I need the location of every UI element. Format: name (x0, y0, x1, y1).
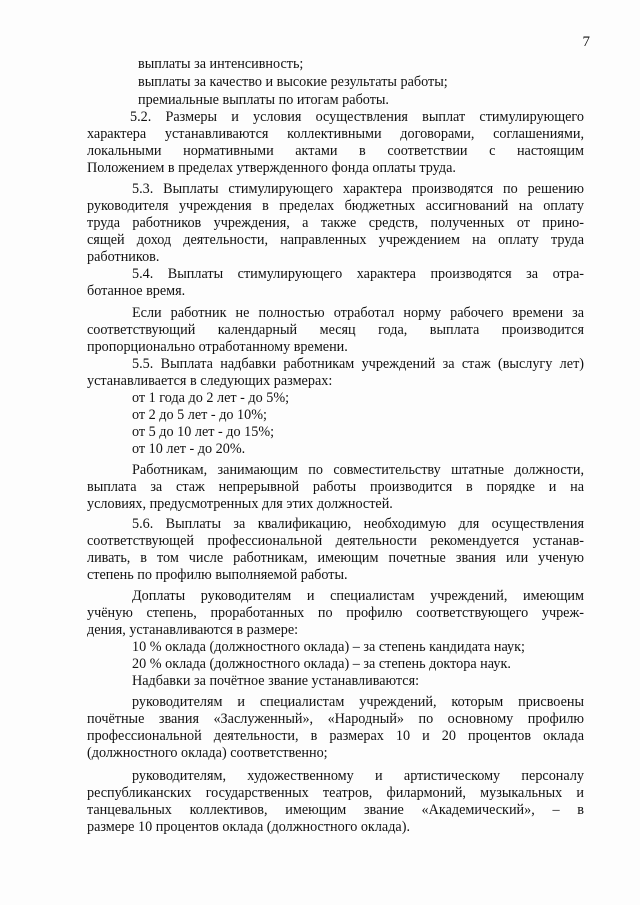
list-item: 10 % оклада (должностного оклада) – за степень кандидата наук; (132, 639, 525, 655)
text-line: размере 10 процентов оклада (должностного оклада). (87, 819, 410, 835)
text-line: руководителям, художественному и артистическому персоналу (132, 768, 584, 784)
text-line: работников. (87, 249, 160, 265)
text-line: выплаты за интенсивность; (138, 56, 304, 72)
list-item: от 1 года до 2 лет - до 5%; (132, 390, 290, 406)
text-line: Работникам, занимающим по совместительству штатные должности, (132, 462, 584, 478)
text-line: 5.3. Выплаты стимулирующего характера производятся по решению (132, 181, 584, 197)
text-line: руководителя учреждения в пределах бюджетных ассигнований на оплату (87, 198, 584, 214)
text-line: устанавливается в следующих размерах: (87, 373, 333, 389)
text-line: соответствующий календарный месяц года, выплата производится (87, 322, 584, 338)
text-line: Если работник не полностью отработал норму рабочего времени за (132, 305, 584, 321)
text-line: 5.4. Выплаты стимулирующего характера производятся за отра- (132, 266, 584, 282)
text-line: 5.2. Размеры и условия осуществления выплат стимулирующего (130, 109, 584, 125)
text-line: дения, устанавливаются в размере: (87, 622, 299, 638)
text-line: Надбавки за почётное звание устанавливаются: (132, 673, 420, 689)
text-line: Доплаты руководителям и специалистам учреждений, имеющим (132, 588, 584, 604)
text-line: республиканских государственных театров, филармоний, музыкальных и (87, 785, 584, 801)
list-item: от 10 лет - до 20%. (132, 441, 246, 457)
text-line: профессиональной деятельности, в размерах 10 и 20 процентов оклада (87, 728, 584, 744)
text-line: соответствующей профессиональной деятельности рекомендуется устанав- (87, 533, 584, 549)
text-line: выплаты за качество и высокие результаты работы; (138, 74, 448, 90)
text-line: (должностного оклада) соответственно; (87, 745, 328, 761)
text-line: 5.6. Выплаты за квалификацию, необходимую для осуществления (132, 516, 584, 532)
text-line: почётные звания «Заслуженный», «Народный» по основному профилю (87, 711, 584, 727)
text-line: характера устанавливаются коллективными договорами, соглашениями, (87, 126, 584, 142)
text-line: пропорционально отработанному времени. (87, 339, 348, 355)
text-line: учёную степень, проработанных по профилю соответствующего учреж- (87, 605, 584, 621)
text-line: руководителям и специалистам учреждений, которым присвоены (132, 694, 584, 710)
text-line: выплата за стаж непрерывной работы производится в порядке и на (87, 479, 584, 495)
text-line: локальными нормативными актами в соответствии с настоящим (87, 143, 584, 159)
text-line: премиальные выплаты по итогам работы. (138, 92, 389, 108)
text-line: Положением в пределах утвержденного фонда оплаты труда. (87, 160, 456, 176)
page-number: 7 (582, 34, 590, 50)
text-line: условиях, предусмотренных для этих должностей. (87, 496, 393, 512)
list-item: от 2 до 5 лет - до 10%; (132, 407, 267, 423)
text-line: ботанное время. (87, 283, 186, 299)
text-line: 5.5. Выплата надбавки работникам учреждений за стаж (выслугу лет) (132, 356, 584, 372)
list-item: от 5 до 10 лет - до 15%; (132, 424, 275, 440)
text-line: степень по профилю выполняемой работы. (87, 567, 348, 583)
text-line: труда работников учреждения, а также средств, полученных от прино- (87, 215, 584, 231)
text-line: ливать, в том числе работникам, имеющим почетные звания или ученую (87, 550, 584, 566)
text-line: танцевальных коллективов, имеющим звание «Академический», – в (87, 802, 584, 818)
text-line: сящей доход деятельности, направленных учреждением на оплату труда (87, 232, 584, 248)
list-item: 20 % оклада (должностного оклада) – за степень доктора наук. (132, 656, 511, 672)
